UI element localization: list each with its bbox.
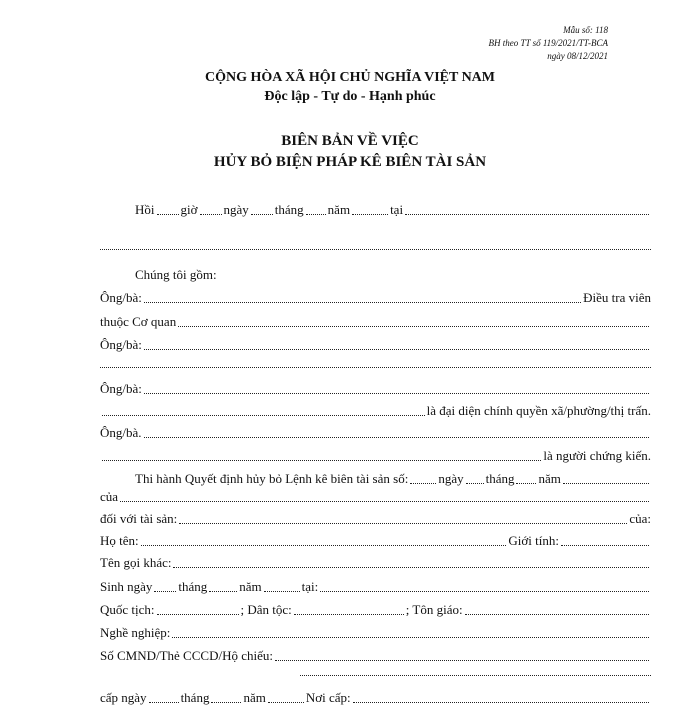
label-ong-ba: Ông/bà: [100, 337, 142, 352]
field-id-doc[interactable] [275, 660, 649, 661]
label-issue-year: năm [243, 690, 266, 705]
label-nam: năm [538, 471, 561, 486]
asset-line [100, 507, 651, 527]
field-gender[interactable] [561, 545, 649, 546]
field-investigator-name[interactable] [144, 302, 581, 303]
field-dob-month[interactable] [209, 591, 237, 592]
field-decision-month[interactable] [516, 483, 536, 484]
label-ethnicity: ; Dân tộc: [240, 602, 292, 617]
form-meta [488, 24, 608, 63]
label-id-doc: Số CMND/Thẻ CCCD/Hộ chiếu: [100, 648, 273, 663]
field-issuer[interactable] [120, 501, 649, 502]
field-place[interactable] [405, 214, 649, 215]
label-name: Họ tên: [100, 533, 139, 548]
name-line [100, 529, 651, 549]
label-ong-ba: Ông/bà: [100, 381, 142, 396]
field-dob-day[interactable] [154, 591, 176, 592]
label-thang: tháng [178, 579, 208, 594]
id-doc-line [100, 644, 651, 664]
label-asset-of: của: [629, 511, 651, 526]
field-occupation[interactable] [172, 637, 649, 638]
label-issue-month: tháng [180, 690, 210, 705]
field-id-doc-continued[interactable] [300, 675, 651, 676]
field-place-continued[interactable] [100, 249, 651, 250]
occupation-line [100, 621, 651, 641]
label-cua: của [100, 489, 119, 504]
country-name: CỘNG HÒA XÃ HỘI CHỦ NGHĨA VIỆT NAM [204, 70, 495, 85]
label-witness: là người chứng kiến. [543, 448, 651, 463]
time-place-line [135, 198, 651, 218]
label-tai: tại: [301, 579, 319, 594]
label-nam: năm [239, 579, 262, 594]
agency-line [100, 310, 651, 330]
witness-line [100, 444, 651, 464]
field-hour[interactable] [157, 214, 179, 215]
label-gender: Giới tính: [508, 533, 559, 548]
field-nationality[interactable] [157, 614, 239, 615]
field-person-3[interactable] [144, 393, 649, 394]
field-issue-year[interactable] [268, 702, 304, 703]
form-issued-date: ngày 08/12/2021 [547, 51, 608, 61]
title-line-1: BIÊN BẢN VỀ VIỆC [281, 133, 419, 149]
motto: Độc lập - Tự do - Hạnh phúc [264, 89, 436, 104]
person-3-line [100, 377, 651, 397]
document-title [0, 131, 700, 173]
label-decision: Thi hành Quyết định hủy bỏ Lệnh kê biên tài sản số: [135, 471, 409, 486]
label-ngay: ngày [223, 202, 249, 217]
witness-name-line [100, 421, 651, 441]
field-witness[interactable] [102, 460, 541, 461]
dob-line [100, 575, 651, 595]
field-decision-no[interactable] [410, 483, 436, 484]
field-minute[interactable] [200, 214, 222, 215]
label-gio: giờ [180, 202, 198, 217]
label-issue-date: cấp ngày [100, 690, 147, 705]
alias-line [100, 551, 651, 571]
label-issue-place: Nơi cấp: [305, 690, 351, 705]
national-header [0, 68, 700, 106]
label-occupation: Nghề nghiệp: [100, 625, 171, 640]
field-religion[interactable] [465, 614, 649, 615]
field-asset[interactable] [179, 523, 627, 524]
field-birthplace[interactable] [320, 591, 649, 592]
label-ngay: ngày [438, 471, 464, 486]
form-issued-by: BH theo TT số 119/2021/TT-BCA [488, 38, 608, 48]
decision-line [135, 467, 651, 487]
parties-intro-text: Chúng tôi gồm: [135, 267, 217, 282]
label-religion: ; Tôn giáo: [405, 602, 463, 617]
label-asset: đối với tài sản: [100, 511, 178, 526]
label-tai: tại [390, 202, 404, 217]
field-local-gov[interactable] [102, 415, 425, 416]
field-person-2-continued[interactable] [100, 367, 651, 368]
label-hoi: Hồi [135, 202, 155, 217]
field-name[interactable] [141, 545, 507, 546]
field-issue-place[interactable] [353, 702, 649, 703]
issue-line [100, 686, 651, 706]
label-investigator: Điều tra viên [583, 290, 651, 305]
field-decision-day[interactable] [466, 483, 484, 484]
field-decision-year[interactable] [563, 483, 649, 484]
parties-intro [135, 263, 651, 283]
label-alias: Tên gọi khác: [100, 555, 172, 570]
field-issue-day[interactable] [149, 702, 179, 703]
label-thang: tháng [485, 471, 515, 486]
person-2-line [100, 333, 651, 353]
field-alias[interactable] [173, 567, 649, 568]
field-month[interactable] [306, 214, 326, 215]
field-person-2[interactable] [144, 349, 649, 350]
label-nationality: Quốc tịch: [100, 602, 155, 617]
field-day[interactable] [251, 214, 273, 215]
form-number: Mẫu số: 118 [563, 25, 608, 35]
label-dob: Sinh ngày [100, 579, 153, 594]
label-local-gov: là đại diện chính quyền xã/phường/thị trấn. [426, 403, 651, 418]
issuer-line [100, 485, 651, 505]
label-ong-ba: Ông/bà: [100, 290, 142, 305]
label-nam: năm [327, 202, 351, 217]
nationality-line [100, 598, 651, 618]
investigator-line [100, 286, 651, 306]
label-thang: tháng [274, 202, 304, 217]
field-witness-name[interactable] [144, 437, 649, 438]
label-ong-ba: Ông/bà. [100, 425, 142, 440]
local-gov-line [100, 399, 651, 419]
field-year[interactable] [352, 214, 388, 215]
label-agency: thuộc Cơ quan [100, 314, 177, 329]
title-line-2: HỦY BỎ BIỆN PHÁP KÊ BIÊN TÀI SẢN [213, 154, 487, 170]
field-agency[interactable] [178, 326, 649, 327]
field-dob-year[interactable] [264, 591, 300, 592]
field-ethnicity[interactable] [294, 614, 404, 615]
field-issue-month[interactable] [211, 702, 241, 703]
